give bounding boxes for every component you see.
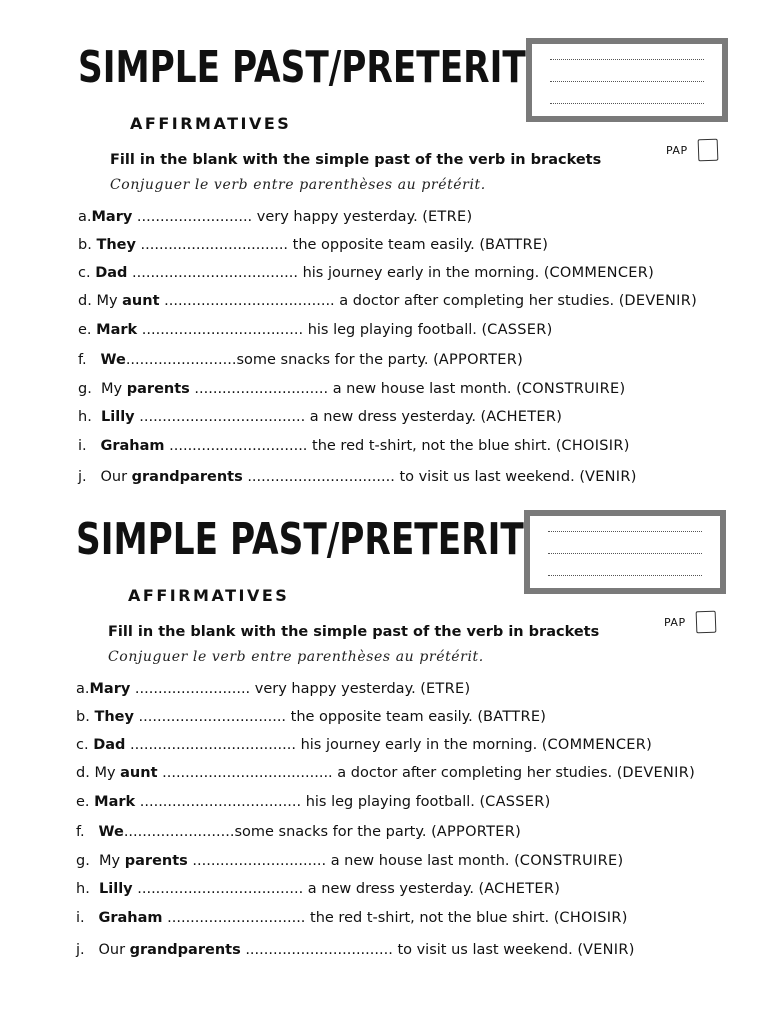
exercise-item (76, 765, 695, 781)
item-subject: Mark (96, 322, 138, 338)
pap-label: PAP (664, 615, 686, 629)
item-text: a doctor after completing her studies. ( (339, 293, 625, 309)
item-marker: i. (78, 438, 101, 454)
exercise-item (78, 352, 523, 368)
item-subject: grandparents (131, 469, 243, 485)
item-marker: f. (78, 352, 101, 368)
item-text: the red t-shirt, not the blue shirt. ( (310, 910, 560, 926)
item-text: a new house last month. ( (332, 381, 522, 397)
item-close: ) (464, 681, 471, 697)
item-text: a new house last month. ( (330, 853, 520, 869)
item-marker: a. (78, 209, 92, 225)
item-close: ) (621, 910, 628, 926)
item-text: some snacks for the party. ( (236, 352, 439, 368)
exercise-item (78, 293, 697, 309)
item-subject: Graham (98, 910, 163, 926)
verb-infinitive: ETRE (427, 209, 467, 225)
verb-infinitive: CHOISIR (559, 910, 622, 926)
answer-blank[interactable]: ................................ (135, 237, 293, 253)
item-subject: grandparents (129, 942, 241, 958)
exercise-item (76, 824, 521, 840)
name-box[interactable] (526, 38, 728, 122)
answer-blank[interactable]: ..................................... (157, 765, 338, 781)
answer-blank[interactable]: ......................... (132, 209, 257, 225)
pap-checkbox-group[interactable] (666, 139, 718, 161)
item-prefix: My (94, 765, 121, 781)
item-marker: g. (78, 381, 102, 397)
item-subject: We (98, 824, 124, 840)
item-close: ) (630, 469, 637, 485)
item-marker: e. (78, 322, 97, 338)
item-marker: e. (76, 794, 95, 810)
verb-infinitive: COMMENCER (547, 737, 647, 753)
name-line (548, 553, 702, 554)
item-marker: f. (76, 824, 99, 840)
instruction-english: Fill in the blank with the simple past of the verb in brackets (110, 152, 602, 168)
item-subject: We (100, 352, 126, 368)
verb-infinitive: CASSER (487, 322, 547, 338)
exercise-item (78, 209, 472, 225)
instruction-french: Conjuguer le verb entre parenthèses au prétérit. (108, 649, 484, 665)
exercise-item (76, 794, 550, 810)
verb-infinitive: APPORTER (436, 824, 516, 840)
item-text: a new dress yesterday. ( (309, 409, 487, 425)
item-marker: b. (78, 237, 97, 253)
exercise-item (76, 709, 546, 725)
exercise-item (76, 881, 560, 897)
name-line (550, 81, 704, 82)
worksheet-bottom (0, 472, 768, 958)
item-text: his leg playing football. ( (305, 794, 486, 810)
item-text: to visit us last weekend. ( (397, 942, 583, 958)
item-marker: a. (76, 681, 90, 697)
exercise-item (78, 237, 548, 253)
exercise-item (76, 737, 652, 753)
verb-infinitive: CONSTRUIRE (521, 381, 620, 397)
answer-blank[interactable]: ............................. (189, 381, 333, 397)
item-prefix: My (96, 293, 123, 309)
verb-infinitive: ETRE (425, 681, 465, 697)
answer-blank[interactable]: ........................ (123, 824, 235, 840)
item-subject: Mary (89, 681, 131, 697)
name-line (548, 531, 702, 532)
verb-infinitive: VENIR (582, 942, 629, 958)
item-marker: h. (78, 409, 102, 425)
item-marker: i. (76, 910, 99, 926)
item-marker: j. (76, 942, 99, 958)
pap-checkbox[interactable] (697, 139, 718, 162)
section-subtitle: AFFIRMATIVES (128, 586, 290, 605)
item-close: ) (515, 824, 521, 840)
item-subject: Mark (94, 794, 136, 810)
answer-blank[interactable]: ......................... (130, 681, 255, 697)
exercise-item (76, 942, 634, 958)
item-text: some snacks for the party. ( (234, 824, 437, 840)
exercise-item (76, 681, 470, 697)
item-subject: parents (126, 381, 190, 397)
name-line (550, 103, 704, 104)
answer-blank[interactable]: ................................... (135, 794, 306, 810)
item-close: ) (542, 237, 548, 253)
verb-infinitive: BATTRE (485, 237, 543, 253)
item-text: his leg playing football. ( (307, 322, 488, 338)
item-text: the opposite team easily. ( (290, 709, 484, 725)
verb-infinitive: VENIR (584, 469, 631, 485)
item-marker: h. (76, 881, 100, 897)
item-close: ) (648, 265, 654, 281)
item-subject: parents (124, 853, 188, 869)
page-title: SIMPLE PAST/PRETERIT (76, 514, 524, 565)
item-text: to visit us last weekend. ( (399, 469, 585, 485)
instruction-english: Fill in the blank with the simple past of the verb in brackets (108, 624, 600, 640)
answer-blank[interactable]: .................................... (127, 265, 303, 281)
verb-infinitive: COMMENCER (549, 265, 649, 281)
item-text: his journey early in the morning. ( (300, 737, 548, 753)
item-subject: aunt (120, 765, 158, 781)
item-close: ) (623, 438, 630, 454)
item-text: his journey early in the morning. ( (302, 265, 550, 281)
answer-blank[interactable]: .............................. (162, 910, 311, 926)
answer-blank[interactable]: ..................................... (159, 293, 340, 309)
item-subject: Mary (91, 209, 133, 225)
item-text: very happy yesterday. ( (254, 681, 426, 697)
exercise-item (76, 910, 627, 926)
verb-infinitive: CHOISIR (561, 438, 624, 454)
verb-infinitive: CONSTRUIRE (519, 853, 618, 869)
section-subtitle: AFFIRMATIVES (130, 114, 292, 133)
item-close: ) (544, 794, 551, 810)
pap-label: PAP (666, 143, 688, 157)
verb-infinitive: ACHETER (484, 881, 555, 897)
item-subject: aunt (122, 293, 160, 309)
item-text: a new dress yesterday. ( (307, 881, 485, 897)
item-marker: j. (78, 469, 101, 485)
item-marker: c. (76, 737, 94, 753)
item-close: ) (554, 881, 560, 897)
answer-blank[interactable]: ................................ (133, 709, 291, 725)
item-prefix: My (101, 381, 127, 397)
answer-blank[interactable]: ........................ (125, 352, 237, 368)
item-marker: c. (78, 265, 96, 281)
item-close: ) (628, 942, 635, 958)
item-subject: They (94, 709, 134, 725)
worksheet-top (0, 0, 768, 485)
answer-blank[interactable]: .............................. (164, 438, 313, 454)
item-prefix: Our (98, 942, 130, 958)
item-text: the red t-shirt, not the blue shirt. ( (312, 438, 562, 454)
answer-blank[interactable]: ................................ (240, 942, 398, 958)
item-marker: b. (76, 709, 95, 725)
answer-blank[interactable]: .................................... (134, 409, 310, 425)
name-line (548, 575, 702, 576)
item-text: the opposite team easily. ( (292, 237, 486, 253)
exercise-item (78, 322, 552, 338)
verb-infinitive: DEVENIR (624, 293, 692, 309)
exercise-item (78, 381, 625, 397)
answer-blank[interactable]: ................................... (137, 322, 308, 338)
pap-checkbox[interactable] (695, 611, 716, 634)
item-subject: Lilly (101, 409, 135, 425)
item-close: ) (691, 293, 697, 309)
instruction-french: Conjuguer le verb entre parenthèses au prétérit. (110, 177, 486, 193)
item-close: ) (689, 765, 695, 781)
item-prefix: My (99, 853, 125, 869)
answer-blank[interactable]: ............................. (187, 853, 331, 869)
name-line (550, 59, 704, 60)
item-close: ) (646, 737, 652, 753)
item-marker: d. (78, 293, 97, 309)
verb-infinitive: APPORTER (438, 352, 518, 368)
answer-blank[interactable]: .................................... (125, 737, 301, 753)
item-text: a doctor after completing her studies. ( (337, 765, 623, 781)
verb-infinitive: BATTRE (483, 709, 541, 725)
item-close: ) (546, 322, 553, 338)
exercise-item (78, 409, 562, 425)
name-box[interactable] (524, 510, 726, 594)
item-marker: d. (76, 765, 95, 781)
item-close: ) (540, 709, 546, 725)
page-title: SIMPLE PAST/PRETERIT (78, 42, 526, 93)
item-marker: g. (76, 853, 100, 869)
item-prefix: Our (100, 469, 132, 485)
exercise-item (76, 853, 623, 869)
item-subject: Lilly (99, 881, 133, 897)
item-close: ) (556, 409, 562, 425)
item-subject: Graham (100, 438, 165, 454)
item-subject: Dad (95, 265, 128, 281)
item-close: ) (517, 352, 523, 368)
item-close: ) (619, 381, 626, 397)
answer-blank[interactable]: .................................... (132, 881, 308, 897)
verb-infinitive: ACHETER (486, 409, 557, 425)
pap-checkbox-group[interactable] (664, 611, 716, 633)
verb-infinitive: DEVENIR (622, 765, 690, 781)
exercise-item (78, 438, 629, 454)
item-close: ) (617, 853, 624, 869)
item-close: ) (466, 209, 473, 225)
exercise-item (78, 265, 654, 281)
item-text: very happy yesterday. ( (256, 209, 428, 225)
verb-infinitive: CASSER (485, 794, 545, 810)
answer-blank[interactable]: ................................ (242, 469, 400, 485)
item-subject: Dad (93, 737, 126, 753)
item-subject: They (96, 237, 136, 253)
